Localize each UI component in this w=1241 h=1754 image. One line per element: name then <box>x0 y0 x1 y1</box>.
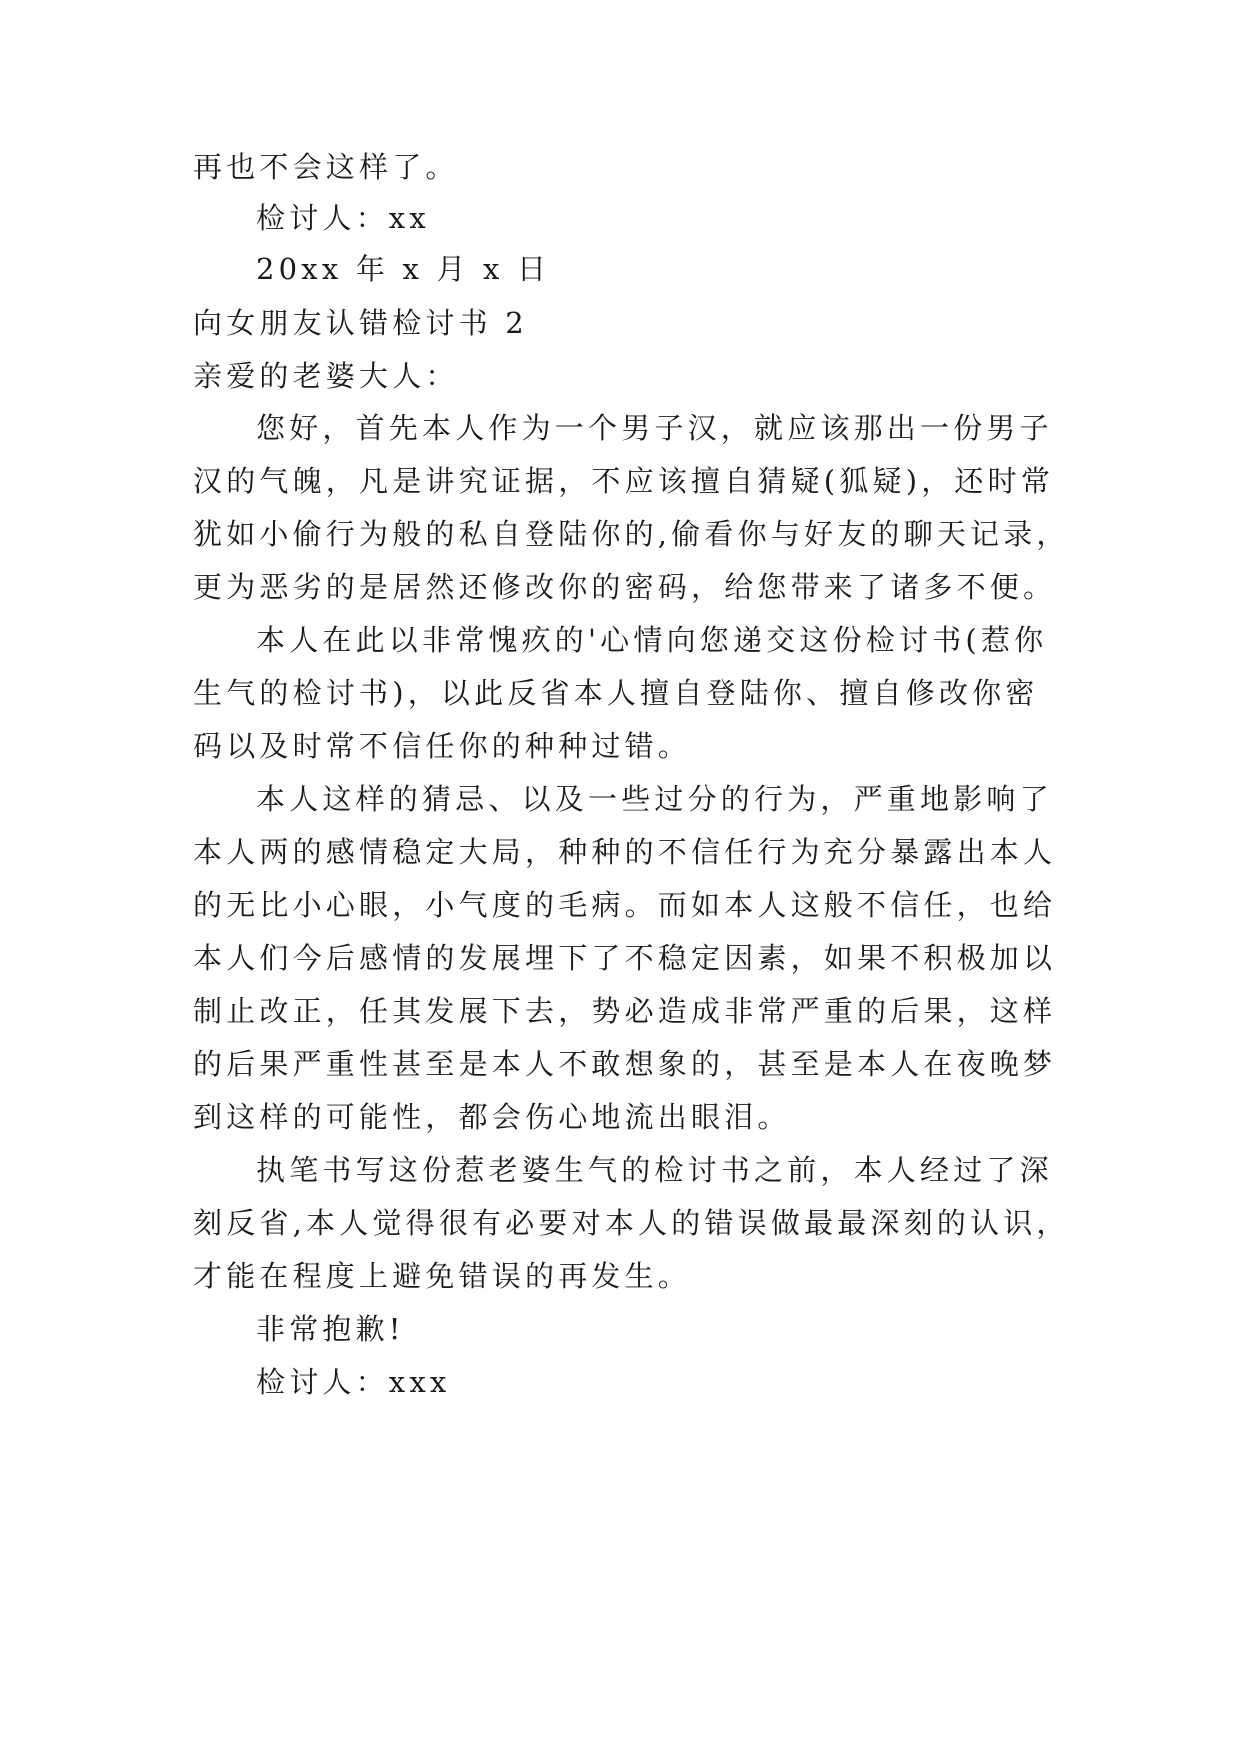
closing-line: 非常抱歉! <box>256 1312 405 1346</box>
text-line: 本人两的感情稳定大局，种种的不信任行为充分暴露出本人 <box>193 835 1057 869</box>
text-line: 制止改正，任其发展下去，势必造成非常严重的后果，这样 <box>193 994 1057 1028</box>
text-line: 的后果严重性甚至是本人不敢想象的，甚至是本人在夜晚梦 <box>193 1047 1057 1081</box>
section-title: 向女朋友认错检讨书 2 <box>193 306 528 340</box>
text-line: 到这样的可能性，都会伤心地流出眼泪。 <box>193 1100 791 1134</box>
text-line: 执笔书写这份惹老婆生气的检讨书之前，本人经过了深 <box>256 1153 1053 1187</box>
text-line: 生气的检讨书)，以此反省本人擅自登陆你、擅自修改你密 <box>193 676 1039 710</box>
text-line: 再也不会这样了。 <box>193 150 459 184</box>
text-line: 刻反省,本人觉得很有必要对本人的错误做最最深刻的认识， <box>193 1206 1070 1240</box>
text-line: 犹如小偷行为般的私自登陆你的,偷看你与好友的聊天记录， <box>193 517 1070 551</box>
text-line: 的无比小心眼，小气度的毛病。而如本人这般不信任，也给 <box>193 888 1057 922</box>
text-line: 本人们今后感情的发展埋下了不稳定因素，如果不积极加以 <box>193 941 1057 975</box>
text-line: 您好，首先本人作为一个男子汉，就应该那出一份男子 <box>256 411 1053 445</box>
text-line: 本人在此以非常愧疚的'心情向您递交这份检讨书(惹你 <box>256 623 1048 657</box>
salutation: 亲爱的老婆大人： <box>193 359 459 393</box>
text-line: 汉的气魄，凡是讲究证据，不应该擅自猜疑(狐疑)，还时常 <box>193 464 1055 498</box>
signature-line: 检讨人：xxx <box>256 1365 451 1399</box>
text-line: 本人这样的猜忌、以及一些过分的行为，严重地影响了 <box>256 782 1053 816</box>
date-line: 20xx 年 x 月 x 日 <box>256 252 551 286</box>
text-line: 码以及时常不信任你的种种过错。 <box>193 729 692 763</box>
signature-line: 检讨人：xx <box>256 201 430 235</box>
text-line: 更为恶劣的是居然还修改你的密码，给您带来了诸多不便。 <box>193 570 1057 604</box>
text-line: 才能在程度上避免错误的再发生。 <box>193 1259 692 1293</box>
